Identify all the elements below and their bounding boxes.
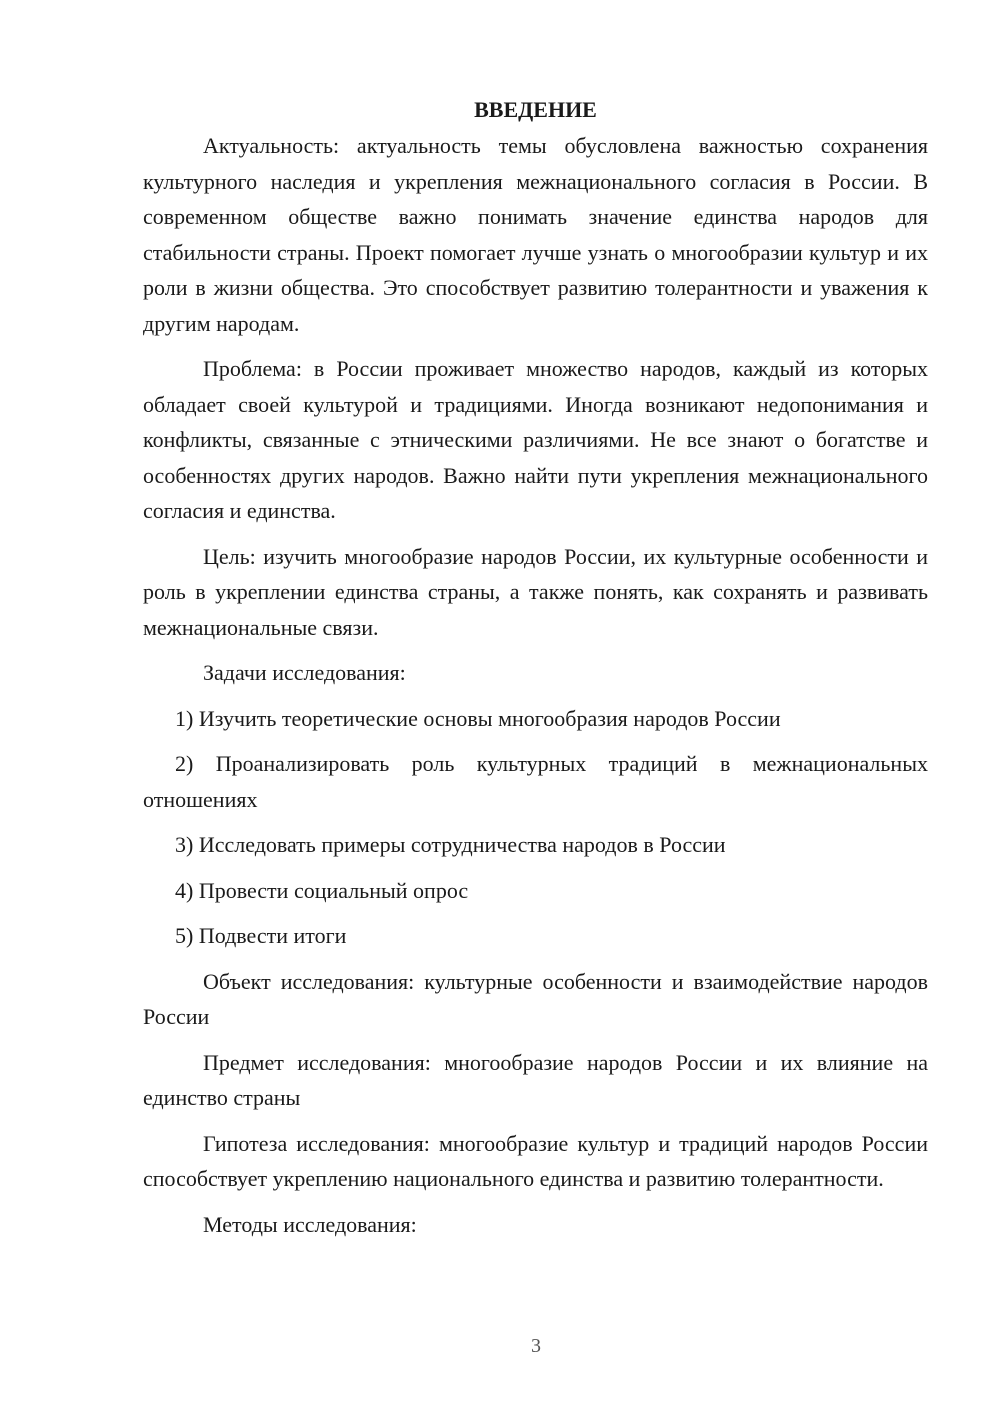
section-heading: ВВЕДЕНИЕ: [474, 97, 597, 122]
task-item: 5) Подвести итоги: [175, 923, 347, 948]
hypothesis-paragraph: Гипотеза исследования: многообразие культур и традиций народов России способствует укреплению национального единства и развитию толерантности.: [143, 1130, 928, 1191]
task-item: 2) Проанализировать роль культурных традиций в межнациональных отношениях: [143, 751, 928, 812]
object-paragraph: Объект исследования: культурные особенности и взаимодействие народов России: [143, 968, 928, 1029]
tasks-title: Задачи исследования:: [203, 660, 406, 685]
goal-paragraph: Цель: изучить многообразие народов России, их культурные особенности и роль в укреплении единства страны, а также понять, как сохранять и развивать межнациональные связи.: [143, 543, 928, 640]
page-content: [143, 92, 928, 1252]
subject-paragraph: Предмет исследования: многообразие народов России и их влияние на единство страны: [143, 1049, 928, 1110]
task-item: 4) Провести социальный опрос: [175, 877, 469, 903]
problem-paragraph: Проблема: в России проживает множество народов, каждый из которых обладает своей культурой и традициями. Иногда возникают недопонимания и конфликты, связанные с этническими различиями. Не все знают о богатстве и особенностях других народов. Важно найти пути укрепления межнационального согласия и единства.: [143, 356, 928, 523]
methods-title: Методы исследования:: [203, 1211, 417, 1237]
task-item: 3) Исследовать примеры сотрудничества народов в России: [175, 832, 726, 857]
page-number: 3: [531, 1335, 541, 1357]
task-item: 1) Изучить теоретические основы многообразия народов России: [175, 705, 781, 731]
relevance-paragraph: Актуальность: актуальность темы обусловлена важностью сохранения культурного наследия и укрепления межнационального согласия в России. В современном обществе важно понимать значение единства народов для стабильности страны. Проект помогает лучше узнать о многообразии культур и их роли в жизни общества. Это способствует развитию толерантности и уважения к другим народам.: [143, 133, 928, 336]
tasks-list: [143, 701, 928, 954]
